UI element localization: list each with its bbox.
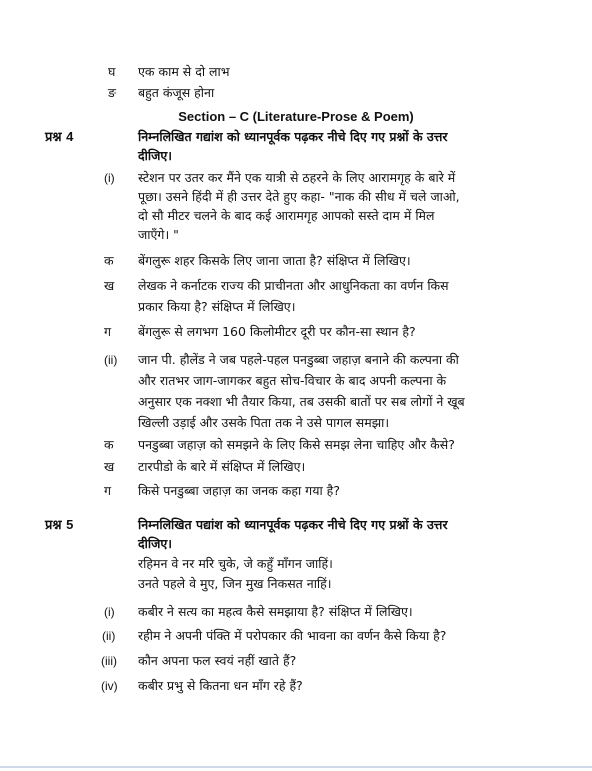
- idiom-text: एक काम से दो लाभ: [138, 64, 230, 79]
- q5-sub-marker: (ii): [102, 629, 116, 643]
- q5-sub-marker: (i): [104, 605, 115, 619]
- sub-question-text: लेखक ने कर्नाटक राज्य की प्राचीनता और आधुनिकता का वर्णन किस: [138, 278, 449, 293]
- q5-instruction-line: निम्नलिखित पद्यांश को ध्यानपूर्वक पढ़कर नीचे दिए गए प्रश्नों के उत्तर: [138, 517, 448, 532]
- q5-sub-question: कबीर ने सत्य का महत्व कैसे समझाया है? संक्षिप्त में लिखिए।: [138, 604, 413, 619]
- section-heading: Section – C (Literature-Prose & Poem): [178, 109, 414, 124]
- sub-question-text: प्रकार किया है? संक्षिप्त में लिखिए।: [138, 299, 296, 314]
- sub-question-marker: क: [104, 437, 114, 452]
- sub-question-marker: ख: [104, 278, 115, 293]
- question-4-label: [45, 129, 73, 146]
- passage-1-line: पूछा। उसने हिंदी में ही उत्तर देते हुए कहा- "नाक की सीध में चले जाओ,: [138, 189, 460, 204]
- verse-line: उनते पहले वे मुए, जिन मुख निकसत नाहिं।: [138, 576, 332, 591]
- page-bottom-divider: [0, 766, 592, 768]
- passage-1-marker: (i): [104, 171, 115, 185]
- q5-sub-marker: (iii): [101, 654, 117, 668]
- sub-question-text: पनडुब्बा जहाज़ को समझने के लिए किसे समझ लेना चाहिए और कैसे?: [138, 437, 455, 452]
- idiom-marker-gha: घ: [108, 64, 116, 79]
- question-number: 5: [66, 517, 74, 532]
- passage-2-marker: (ii): [104, 353, 118, 367]
- sub-question-marker: क: [104, 253, 114, 268]
- question-word: प्रश्न: [45, 518, 62, 533]
- question-5-label: [45, 517, 73, 534]
- sub-question-text: टारपीडो के बारे में संक्षिप्त में लिखिए।: [138, 459, 306, 474]
- q4-instruction-line: दीजिए।: [138, 148, 173, 163]
- q5-sub-question: रहीम ने अपनी पंक्ति में परोपकार की भावना का वर्णन कैसे किया है?: [138, 628, 447, 643]
- passage-1-line: स्टेशन पर उतर कर मैंने एक यात्री से ठहरने के लिए आरामगृह के बारे में: [138, 170, 456, 185]
- sub-question-text: बेंगलुरू से लगभग 160 किलोमीटर दूरी पर कौन-सा स्थान है?: [138, 324, 416, 339]
- passage-2-line: खिल्ली उड़ाई और उसके पिता तक ने उसे पागल समझा।: [138, 415, 390, 430]
- passage-2-line: जान पी. हौलेंड ने जब पहले-पहल पनडुब्बा जहाज़ बनाने की कल्पना की: [138, 352, 459, 367]
- passage-2-line: और रातभर जाग-जागकर बहुत सोच-विचार के बाद अपनी कल्पना के: [138, 373, 447, 388]
- question-word: प्रश्न: [45, 130, 62, 145]
- q5-sub-question: कबीर प्रभु से कितना धन माँग रहे हैं?: [138, 678, 303, 693]
- q5-sub-marker: (iv): [101, 679, 118, 693]
- sub-question-text: किसे पनडुब्बा जहाज़ का जनक कहा गया है?: [138, 483, 340, 498]
- q5-instruction-line: दीजिए।: [138, 536, 173, 551]
- idiom-text: बहुत कंजूस होना: [138, 85, 215, 100]
- sub-question-marker: ग: [104, 483, 112, 498]
- question-number: 4: [66, 129, 74, 144]
- passage-1-line: दो सौ मीटर चलने के बाद कई आरामगृह आपको सस्ते दाम में मिल: [138, 208, 435, 223]
- q5-sub-question: कौन अपना फल स्वयं नहीं खाते हैं?: [138, 653, 297, 668]
- q4-instruction-line: निम्नलिखित गद्यांश को ध्यानपूर्वक पढ़कर नीचे दिए गए प्रश्नों के उत्तर: [138, 129, 448, 144]
- sub-question-text: बेंगलुरू शहर किसके लिए जाना जाता है? संक्षिप्त में लिखिए।: [138, 253, 411, 268]
- sub-question-marker: ख: [104, 459, 115, 474]
- passage-1-line: जाएँगे। ": [138, 227, 179, 242]
- passage-2-line: अनुसार एक नक्शा भी तैयार किया, तब उसकी बातों पर सब लोगों ने खूब: [138, 394, 465, 409]
- idiom-marker-nga: ङ: [108, 85, 116, 100]
- sub-question-marker: ग: [104, 324, 112, 339]
- verse-line: रहिमन वे नर मरि चुके, जे कहुँ माँगन जाहिं।: [138, 556, 333, 571]
